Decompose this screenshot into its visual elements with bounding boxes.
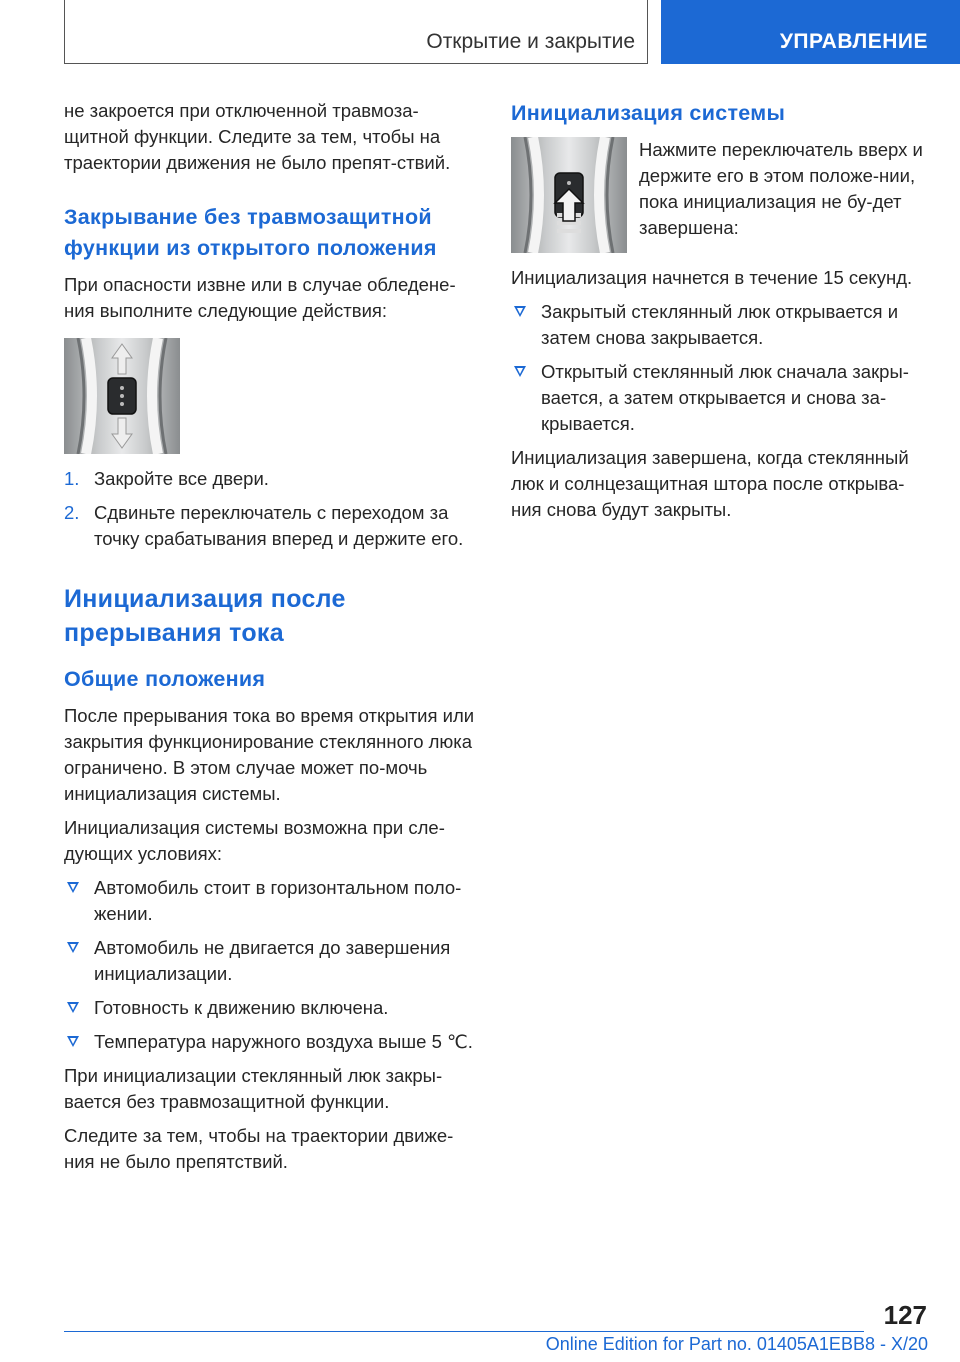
paragraph-after-1: При инициализации стеклянный люк закры-вается без травмозащитной функции.: [64, 1065, 443, 1112]
page-number: 127: [883, 1300, 927, 1330]
condition-text: Автомобиль стоит в горизонтальном поло-жении.: [94, 877, 462, 924]
event-text: Открытый стеклянный люк сначала закры-вается, а затем открывается и снова за-крывается.: [541, 361, 909, 434]
paragraph-general-1: После прерывания тока во время открытия или закрытия функционирование стеклянного люка ограничено. В этом случае может по-мочь инициализация системы.: [64, 705, 475, 804]
list-item: [64, 935, 479, 987]
list-item: [64, 466, 479, 492]
paragraph-after-2: Следите за тем, чтобы на траектории движе-ния не было препятствий.: [64, 1125, 454, 1172]
left-column: [64, 98, 479, 1183]
events-list: [511, 299, 931, 437]
triangle-bullet-icon: [68, 884, 78, 894]
paragraph-init-end: Инициализация завершена, когда стеклянный люк и солнцезащитная штора после открыва-ния снова будут закрыты.: [511, 447, 909, 520]
paragraph-init-start: Инициализация начнется в течение 15 секунд.: [511, 267, 913, 288]
list-item: [511, 299, 931, 351]
conditions-list: [64, 875, 479, 1055]
step-number: 1.: [64, 468, 80, 489]
triangle-bullet-icon: [515, 308, 525, 318]
triangle-bullet-icon: [68, 1038, 78, 1048]
heading-system-init: Инициализация системы: [511, 101, 786, 125]
header-chapter-title: УПРАВЛЕНИЕ: [779, 30, 928, 53]
list-item: [64, 500, 479, 552]
heading-general: Общие положения: [64, 667, 266, 691]
triangle-bullet-icon: [68, 944, 78, 954]
condition-text: Автомобиль не двигается до завершения инициализации.: [94, 937, 451, 984]
list-item: [64, 1029, 479, 1055]
footer-divider: [64, 1331, 864, 1332]
header-chapter-tab: [661, 0, 960, 64]
heading-close-without-protection: Закрывание без травмозащитной функции из открытого положения: [64, 205, 437, 260]
header-section-title: Открытие и закрытие: [426, 30, 635, 53]
step-text: Сдвиньте переключатель с переходом за точку срабатывания вперед и держите его.: [94, 502, 464, 549]
triangle-bullet-icon: [68, 1004, 78, 1014]
event-text: Закрытый стеклянный люк открывается и затем снова закрывается.: [541, 301, 899, 348]
figure-row: [511, 137, 931, 253]
right-column: [511, 98, 931, 531]
header-section-box: [64, 0, 648, 64]
list-item: [64, 995, 479, 1021]
steps-list: [64, 466, 479, 552]
paragraph-press-switch: Нажмите переключатель вверх и держите его в этом положе-нии, пока инициализация не бу-дет завершена:: [639, 139, 923, 238]
heading-init-after-power-loss: Инициализация после прерывания тока: [64, 585, 346, 647]
intro-paragraph: не закроется при отключенной травмоза-щитной функции. Следите за тем, чтобы на траектории движения не было препят-ствий.: [64, 100, 451, 173]
triangle-bullet-icon: [515, 368, 525, 378]
switch-forward-image: [64, 338, 180, 454]
paragraph-close: При опасности извне или в случае обледене-ния выполните следующие действия:: [64, 274, 456, 321]
list-item: [64, 875, 479, 927]
condition-text: Готовность к движению включена.: [94, 997, 389, 1018]
switch-up-image: [511, 137, 627, 253]
condition-text: Температура наружного воздуха выше 5 ℃.: [94, 1031, 473, 1052]
step-text: Закройте все двери.: [94, 468, 269, 489]
footer-edition: Online Edition for Part no. 01405A1EBB8 - X/20: [545, 1334, 928, 1354]
list-item: [511, 359, 931, 437]
paragraph-general-2: Инициализация системы возможна при сле-дующих условиях:: [64, 817, 445, 864]
step-number: 2.: [64, 502, 80, 523]
